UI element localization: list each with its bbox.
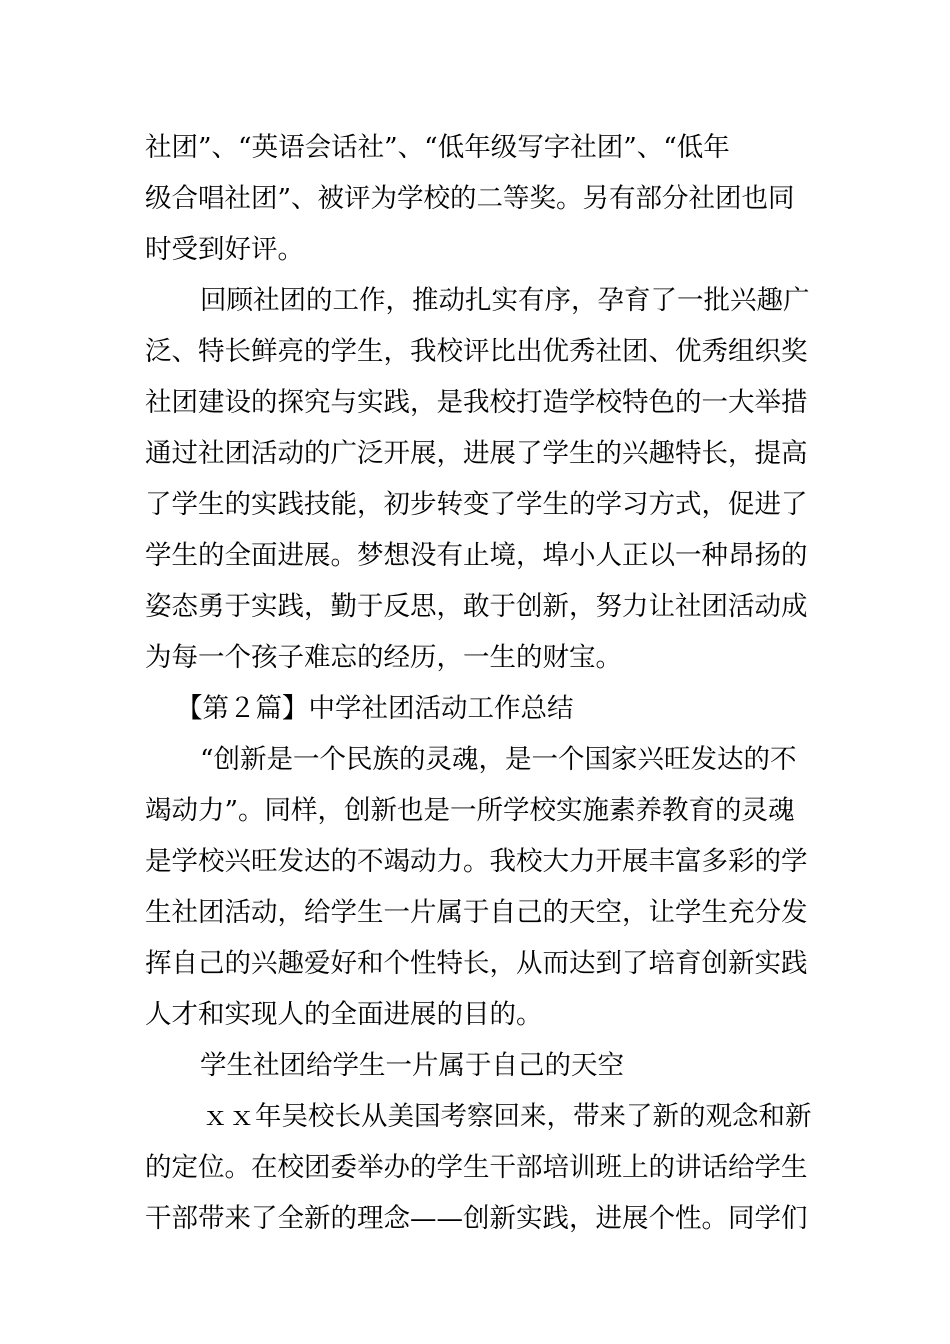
- text-line: 干部带来了全新的理念——创新实践，进展个性。同学们: [145, 1203, 808, 1234]
- text-line: 竭动力”。同样，创新也是一所学校实施素养教育的灵魂: [145, 795, 795, 826]
- text-line: 社团建设的探究与实践，是我校打造学校特色的一大举措: [145, 387, 808, 418]
- text-line: 为每一个孩子难忘的经历，一生的财宝。: [145, 642, 622, 673]
- section-heading: 【第２篇】中学社团活动工作总结: [176, 693, 574, 724]
- text-line: 时受到好评。: [145, 234, 304, 265]
- text-line: 是学校兴旺发达的不竭动力。我校大力开展丰富多彩的学: [145, 846, 808, 877]
- text-line: 学生的全面进展。梦想没有止境，埠小人正以一种昂扬的: [145, 540, 808, 571]
- text-line: 通过社团活动的广泛开展，进展了学生的兴趣特长，提高: [145, 438, 808, 469]
- text-line: 生社团活动，给学生一片属于自己的天空，让学生充分发: [145, 897, 808, 928]
- text-line: 级合唱社团”、被评为学校的二等奖。另有部分社团也同: [145, 183, 795, 214]
- text-line: 的定位。在校团委举办的学生干部培训班上的讲话给学生: [145, 1152, 808, 1183]
- paragraph-first-line: ｘｘ年吴校长从美国考察回来，带来了新的观念和新: [202, 1101, 812, 1132]
- subheading: 学生社团给学生一片属于自己的天空: [200, 1050, 624, 1081]
- paragraph-first-line: 回顾社团的工作，推动扎实有序，孕育了一批兴趣广: [200, 285, 810, 316]
- text-line: 挥自己的兴趣爱好和个性特长，从而达到了培育创新实践: [145, 948, 808, 979]
- text-line: 姿态勇于实践，勤于反思，敢于创新，努力让社团活动成: [145, 591, 808, 622]
- text-line: 人才和实现人的全面进展的目的。: [145, 999, 543, 1030]
- paragraph-first-line: “创新是一个民族的灵魂，是一个国家兴旺发达的不: [200, 744, 797, 775]
- text-line: 泛、特长鲜亮的学生，我校评比出优秀社团、优秀组织奖: [145, 336, 808, 367]
- text-line: 社团”、“英语会话社”、“低年级写字社团”、“低年: [145, 132, 730, 163]
- text-line: 了学生的实践技能，初步转变了学生的学习方式，促进了: [145, 489, 808, 520]
